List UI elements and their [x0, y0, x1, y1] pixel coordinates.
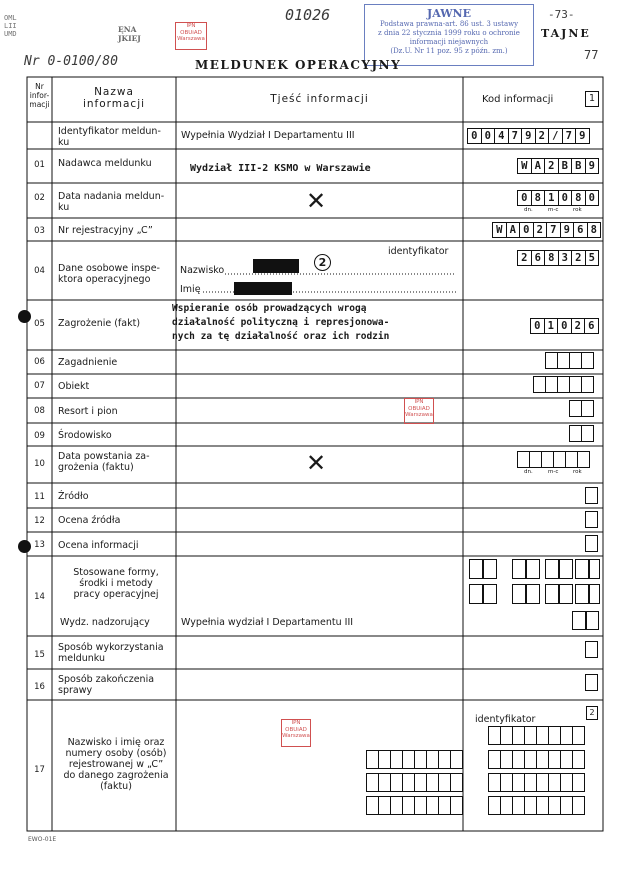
row-label-data-powstania: Data powstania za- grożenia (faktu)	[58, 451, 150, 473]
row-nr: 08	[34, 406, 45, 416]
column-header-content: Tjeść informacji	[270, 93, 369, 105]
code-box	[585, 511, 598, 528]
row-nr: 12	[34, 516, 45, 526]
row-label-sposob-wykorzystania: Sposób wykorzystania meldunku	[58, 642, 164, 664]
classification: TAJNE	[541, 27, 591, 40]
row-label-resort: Resort i pion	[58, 406, 118, 417]
code-box	[572, 796, 585, 815]
row-nr: 10	[34, 459, 45, 469]
code-boxes-identyfikator: 0 0 4 7 9 2 / 7 9	[467, 128, 589, 143]
code-boxes-inspektor: 2 6 8 3 2 5	[517, 250, 598, 265]
row-label-data-nadania: Data nadania meldun- ku	[58, 191, 165, 213]
row-label-ocena-informacji: Ocena informacji	[58, 540, 139, 551]
row-label-nadawca: Nadawca meldunku	[58, 158, 152, 169]
code-boxes-nr-rejestracyjny: W A 0 2 7 9 6 8	[492, 222, 600, 237]
code-box	[581, 352, 594, 369]
code-boxes-zagrozenie: 0 1 0 2 6	[530, 318, 598, 333]
row-nr: 16	[34, 682, 45, 692]
row-label-obiekt: Obiekt	[58, 381, 90, 392]
document-title: MELDUNEK OPERACYJNY	[195, 58, 402, 72]
code-box	[585, 641, 598, 658]
row-nr: 04	[34, 266, 45, 276]
identyfikator-label: identyfikator	[388, 246, 449, 257]
code-box	[577, 451, 590, 468]
redaction-firstname	[234, 282, 292, 295]
row-nr: 17	[34, 765, 45, 775]
column-header-nr: Nr infor- macji	[29, 82, 50, 109]
row-nr: 15	[34, 650, 45, 660]
code-box	[558, 559, 573, 579]
code-box	[525, 584, 540, 604]
code-box	[525, 559, 540, 579]
code-boxes-data-nadania: 0 8 1 0 8 0	[517, 190, 598, 205]
circle-number: 2	[314, 254, 331, 271]
code-box	[585, 487, 598, 504]
row-content-zagrozenie: Wspieranie osób prowadzących wrogą działalność polityczną i represjonowa- nych za tę działalność oraz ich rodzin	[172, 303, 390, 342]
row-label-zagrozenie: Zagrożenie (fakt)	[58, 318, 141, 329]
row-label-dane-osobowe: Dane osobowe inspe- ktora operacyjnego	[58, 263, 160, 285]
faded-header-text: ĘNA JKIEJ	[118, 25, 141, 43]
code-boxes-nadawca: W A 2 B B 9	[517, 158, 598, 173]
cross-mark: ✕	[306, 449, 327, 477]
row-content-wydz-nadzorujacy: Wypełnia wydział I Departamentu III	[181, 617, 354, 628]
row-nr: 09	[34, 431, 45, 441]
row-17-box: 2	[586, 706, 598, 720]
row-content-identyfikator: Wypełnia Wydział I Departamentu III	[181, 130, 355, 141]
column-header-code: Kod informacji	[482, 94, 554, 105]
row-content-nadawca: Wydział III-2 KSMO w Warszawie	[190, 163, 371, 174]
ipn-stamp: IPN OBUiAD Warszawa	[175, 22, 207, 50]
redaction-surname	[253, 259, 299, 273]
code-box	[581, 400, 594, 417]
row-label-zagadnienie: Zagadnienie	[58, 357, 118, 368]
row-nr: 14	[34, 592, 45, 602]
row-label-srodowisko: Środowisko	[58, 430, 112, 441]
code-box	[581, 425, 594, 442]
sheet-number: 77	[584, 48, 599, 62]
form-code: EWO-01E	[28, 836, 57, 843]
row-label-zrodlo: Źródło	[58, 491, 89, 502]
row-label-ocena-zrodla: Ocena źródła	[58, 515, 121, 526]
imie-label: Imię	[180, 284, 201, 295]
code-box	[450, 796, 463, 815]
registration-number: Nr 0-0100/80	[24, 54, 118, 69]
code-box	[572, 726, 585, 745]
code-box	[588, 559, 600, 579]
page-number: -73-	[548, 8, 575, 21]
row-nr: 01	[34, 160, 45, 170]
code-box	[558, 584, 573, 604]
code-box	[585, 674, 598, 691]
code-box	[482, 584, 497, 604]
row-label-identyfikator: Identyfikator meldun- ku	[58, 126, 161, 148]
row-label-formy: Stosowane formy, środki i metody pracy operacyjnej	[73, 567, 159, 600]
faded-marks: OML LII UMD	[4, 14, 17, 38]
column-header-name: Nazwa informacji	[82, 86, 146, 110]
code-box	[482, 559, 497, 579]
row-label-nr-rejestracyjny: Nr rejestracyjny „C”	[58, 225, 153, 236]
row-nr: 02	[34, 193, 45, 203]
identyfikator-label: identyfikator	[475, 714, 536, 725]
code-box	[581, 376, 594, 393]
ipn-stamp: IPN OBUiAD Warszawa	[281, 719, 311, 747]
row-nr: 07	[34, 381, 45, 391]
row-nr: 06	[34, 357, 45, 367]
cross-mark: ✕	[306, 187, 327, 215]
row-nr: 03	[34, 226, 45, 236]
nazwisko-label: Nazwisko	[180, 265, 225, 276]
code-box	[585, 611, 599, 630]
code-box	[585, 535, 598, 552]
jawne-stamp: JAWNE Podstawa prawna-art. 86 ust. 3 ustawy z dnia 22 stycznia 1999 roku o ochronie informacji niejawnych (Dz.U. Nr 11 poz. 95 z późn. zm.)	[364, 4, 534, 66]
code-box	[572, 773, 585, 792]
row-label-nazwisko-imie: Nazwisko i imię oraz numery osoby (osób) rejestrowanej w „C” do danego zagrożenia (faktu)	[63, 737, 169, 792]
row-label-wydz-nadzorujacy: Wydz. nadzorujący	[60, 617, 150, 628]
code-box	[572, 750, 585, 769]
row-label-sposob-zakonczenia: Sposób zakończenia sprawy	[58, 674, 155, 696]
row-nr: 11	[34, 492, 45, 502]
handwritten-number: 01026	[285, 6, 331, 24]
code-box	[450, 750, 463, 769]
row-nr: 05	[34, 319, 45, 329]
row-nr: 13	[34, 540, 45, 550]
code-header-box: 1	[585, 91, 599, 107]
ipn-stamp: IPN OBUiAD Warszawa	[404, 398, 434, 424]
code-box	[588, 584, 600, 604]
code-box	[450, 773, 463, 792]
